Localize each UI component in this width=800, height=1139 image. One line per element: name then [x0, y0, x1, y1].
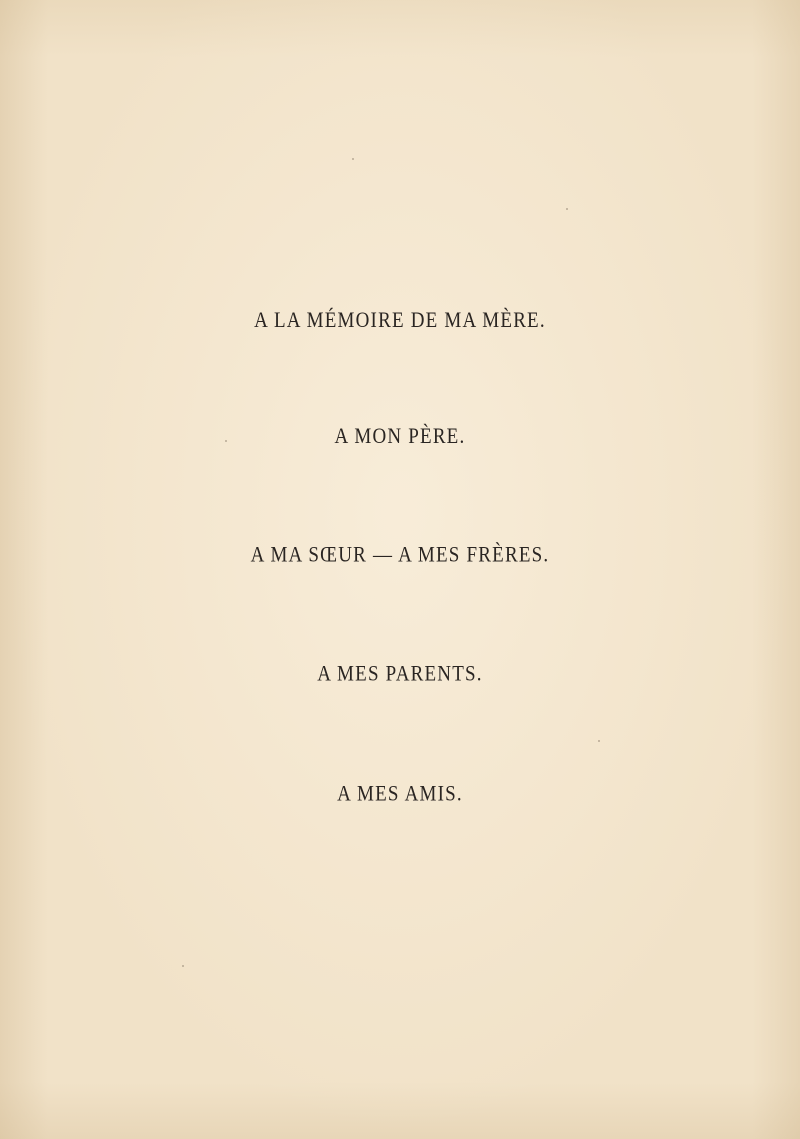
dedication-friends: A MES AMIS. [337, 782, 463, 807]
dedication-sister-brothers: A MA SŒUR — A MES FRÈRES. [250, 543, 550, 568]
paper-speck [352, 158, 354, 160]
paper-speck [566, 208, 568, 210]
dedication-parents: A MES PARENTS. [317, 662, 483, 687]
paper-speck [182, 965, 184, 967]
dedication-mother: A LA MÉMOIRE DE MA MÈRE. [254, 308, 546, 333]
paper-speck [598, 740, 600, 742]
paper-speck [225, 440, 227, 442]
dedication-father: A MON PÈRE. [334, 424, 466, 449]
